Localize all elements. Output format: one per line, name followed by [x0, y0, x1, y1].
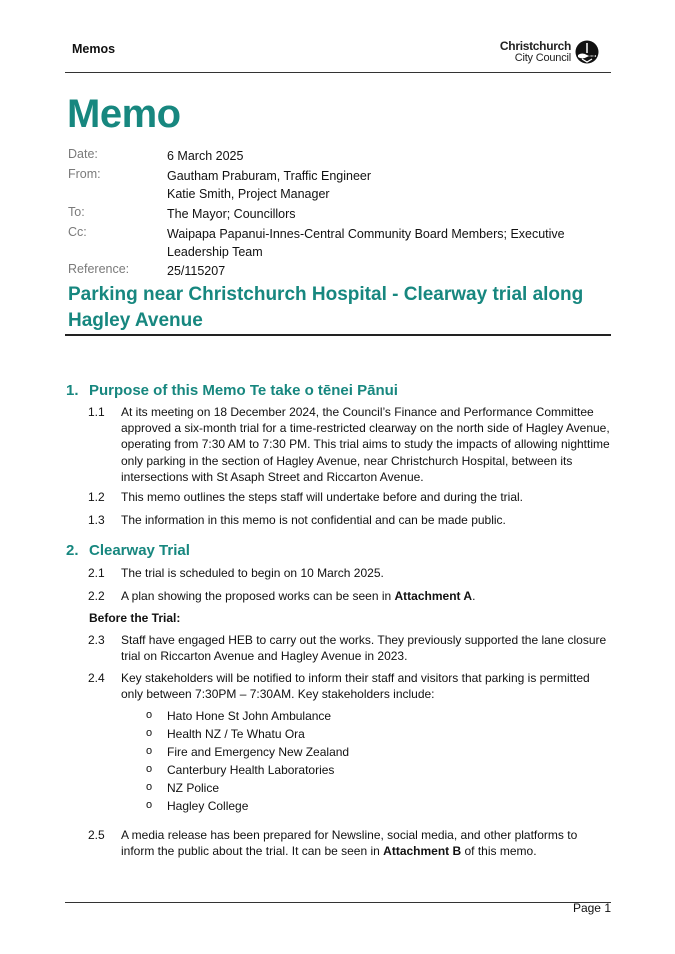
- stakeholder-name: NZ Police: [167, 781, 220, 795]
- meta-value: Gautham Praburam, Traffic Engineer: [167, 169, 372, 183]
- section-number: 1.: [66, 382, 79, 399]
- paragraph-number: 2.5: [88, 828, 105, 842]
- logo-line1: Christchurch: [499, 39, 571, 53]
- page-number: Page 1: [572, 901, 611, 915]
- bullet-icon: o: [146, 781, 153, 793]
- paragraph-number: 2.4: [88, 671, 105, 685]
- before-trial-subheading: Before the Trial:: [89, 611, 181, 625]
- paragraph-text: A plan showing the proposed works can be seen in Attachment A.: [121, 589, 476, 603]
- bullet-icon: o: [146, 799, 153, 811]
- stakeholder-name: Fire and Emergency New Zealand: [167, 745, 350, 759]
- paragraph-number: 1.2: [88, 490, 105, 504]
- section-2-heading: [66, 542, 190, 559]
- stakeholder-name: Hato Hone St John Ambulance: [167, 709, 332, 723]
- meta-value: 6 March 2025: [167, 149, 244, 163]
- paragraph-text: At its meeting on 18 December 2024, the Council’s Finance and Performance Committee approved a six-month trial for a time-restricted clearway on the north side of Hagley Avenue, operating from 7:30 AM to 7:30 PM. This trial aims to study the impacts of allowing nighttime only parking in the section of Hagley Avenue, near Christchurch Hospital, between its intersections with St Asaph Street and Riccarton Avenue.: [121, 405, 610, 484]
- stakeholder-name: Canterbury Health Laboratories: [167, 763, 335, 777]
- bullet-icon: o: [146, 763, 153, 775]
- bullet-icon: o: [146, 745, 153, 757]
- attachment-a-ref: Attachment A: [394, 589, 473, 603]
- meta-value: Waipapa Papanui-Innes-Central Community Board Members; Executive: [167, 227, 565, 241]
- paragraph-text: The trial is scheduled to begin on 10 March 2025.: [121, 566, 384, 580]
- paragraph-text: This memo outlines the steps staff will undertake before and during the trial.: [121, 490, 523, 504]
- paragraph-text: A media release has been prepared for Newsline, social media, and other platforms to inform the public about the trial. It can be seen in Attachment B of this memo.: [121, 828, 578, 859]
- bullet-icon: o: [146, 727, 153, 739]
- bullet-icon: o: [146, 709, 153, 721]
- header-label: Memos: [72, 42, 116, 56]
- meta-label: Reference:: [68, 262, 130, 276]
- paragraph-text: Staff have engaged HEB to carry out the works. They previously supported the lane closure trial on Riccarton Avenue and Hagley Avenue in 2023.: [121, 633, 607, 664]
- paragraph-number: 2.3: [88, 633, 105, 647]
- paragraph-number: 2.1: [88, 566, 105, 580]
- paragraph-number: 2.2: [88, 589, 105, 603]
- paragraph-number: 1.3: [88, 513, 105, 527]
- meta-value-line2: Katie Smith, Project Manager: [167, 187, 330, 201]
- meta-label: Cc:: [68, 225, 87, 239]
- meta-label: From:: [68, 167, 101, 181]
- header-divider: [65, 72, 611, 73]
- meta-label: To:: [68, 205, 85, 219]
- logo-line2: City Council: [514, 52, 571, 64]
- meta-value-line2: Leadership Team: [167, 245, 263, 259]
- section-title: Clearway Trial: [89, 542, 190, 559]
- stakeholder-name: Health NZ / Te Whatu Ora: [167, 727, 305, 741]
- meta-value: The Mayor; Councillors: [167, 207, 296, 221]
- memo-subject: Parking near Christchurch Hospital - Clearway trial along Hagley Avenue: [68, 284, 584, 331]
- meta-value: 25/115207: [167, 264, 226, 278]
- paragraph-text: Key stakeholders will be notified to inform their staff and visitors that parking is permitted only between 7:30PM – 7:30AM. Key stakeholders include:: [121, 671, 590, 702]
- stakeholder-name: Hagley College: [167, 799, 249, 813]
- memo-title: Memo: [67, 92, 181, 136]
- section-number: 2.: [66, 542, 79, 559]
- paragraph-text: The information in this memo is not confidential and can be made public.: [121, 513, 506, 527]
- attachment-b-ref: Attachment B: [383, 844, 462, 859]
- section-1-heading: [66, 382, 398, 399]
- footer-divider: [65, 902, 611, 903]
- meta-label: Date:: [68, 147, 98, 161]
- council-emblem-icon: [575, 40, 599, 64]
- paragraph-number: 1.1: [88, 405, 105, 419]
- council-logo: [500, 40, 599, 64]
- subject-divider: [65, 334, 611, 336]
- section-title: Purpose of this Memo Te take o tēnei Pānui: [89, 382, 398, 399]
